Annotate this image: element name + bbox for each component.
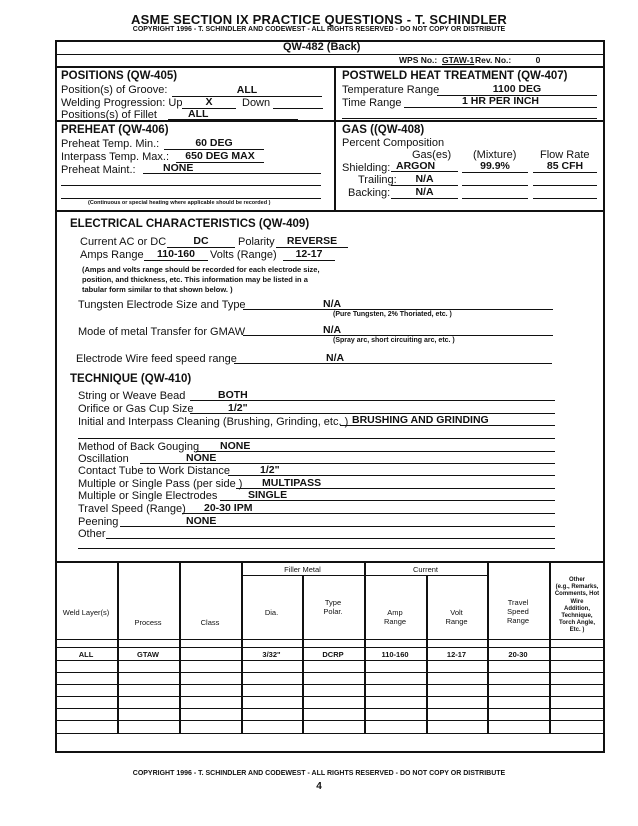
wps-label: WPS No.: [399, 55, 438, 65]
row-line [55, 672, 605, 673]
cell-dia: 3/32" [262, 650, 281, 659]
col-travel-speed: Travel Speed Range [506, 598, 530, 625]
preheat-note: (Continuous or special heating where applicable should be recorded ) [88, 200, 271, 206]
row-line [55, 708, 605, 709]
blank-line [61, 185, 321, 186]
pwht-temp-field[interactable]: 1100 DEG [437, 83, 597, 96]
volts-label: Volts (Range) [210, 249, 277, 261]
preheat-maint-label: Preheat Maint.: [61, 164, 136, 176]
blank-line [533, 185, 597, 186]
other-field[interactable] [106, 527, 555, 539]
shielding-mix-field[interactable]: 99.9% [462, 160, 528, 173]
col-volt-range: Volt Range [445, 608, 468, 626]
col-type-polar: Type Polar. [323, 598, 343, 616]
blank-line [342, 118, 597, 119]
orifice-field[interactable]: 1/2" [190, 402, 555, 414]
preheat-min-field[interactable]: 60 DEG [164, 137, 264, 150]
cell-travel-speed: 20-30 [508, 650, 528, 659]
current-group-header: Current [412, 565, 438, 574]
rev-label: Rev. No.: [475, 55, 512, 65]
current-field[interactable]: DC [167, 235, 235, 248]
polarity-field[interactable]: REVERSE [276, 235, 348, 248]
tungsten-note: (Pure Tungsten, 2% Thoriated, etc. ) [333, 311, 452, 318]
polarity-label: Polarity [238, 236, 275, 248]
pwht-time-field[interactable]: 1 HR PER INCH [404, 95, 597, 108]
stringer-field[interactable]: BOTH [190, 389, 555, 401]
travel-label: Travel Speed (Range) [78, 503, 186, 515]
cell-type-polar: DCRP [322, 650, 344, 659]
gas-composition-label: Percent Composition [342, 137, 445, 149]
current-label: Current AC or DC [80, 236, 167, 248]
preheat-min-label: Preheat Temp. Min.: [61, 138, 160, 150]
col-weld-layer: Weld Layer(s) [62, 608, 110, 617]
blank-line [462, 185, 528, 186]
groove-field[interactable]: ALL [172, 84, 322, 97]
stringer-label: String or Weave Bead [78, 390, 186, 402]
col-class: Class [200, 618, 220, 627]
cell-process: GTAW [137, 650, 159, 659]
electrodes-field[interactable]: SINGLE [220, 489, 555, 501]
row-line [55, 733, 605, 734]
trailing-gas-field[interactable]: N/A [391, 173, 458, 186]
interpass-label: Interpass Temp. Max.: [61, 151, 170, 163]
peening-label: Peening [78, 516, 119, 528]
header-divider [55, 639, 605, 640]
col-dia: Dia. [264, 608, 279, 617]
cell-amp-range: 110-160 [381, 650, 409, 659]
electrodes-label: Multiple or Single Electrodes [78, 490, 218, 502]
row-line [55, 684, 605, 685]
electrical-heading: ELECTRICAL CHARACTERISTICS (QW-409) [70, 218, 310, 230]
tungsten-field[interactable]: N/A [243, 298, 553, 310]
transfer-label: Mode of metal Transfer for GMAW [78, 326, 246, 338]
pass-label: Multiple or Single Pass (per side ) [78, 478, 243, 490]
interpass-field[interactable]: 650 DEG MAX [176, 150, 264, 163]
row-line [55, 660, 605, 661]
peening-field[interactable]: NONE [120, 515, 555, 527]
orifice-label: Orifice or Gas Cup Size [78, 403, 194, 415]
cleaning-label: Initial and Interpass Cleaning (Brushing, Grinding, etc. ) [78, 416, 349, 428]
wirefeed-field[interactable]: N/A [234, 352, 552, 364]
divider [55, 66, 605, 68]
filler-metal-group-header: Filler Metal [284, 565, 321, 574]
shielding-flow-field[interactable]: 85 CFH [533, 160, 597, 173]
travel-field[interactable]: 20-30 IPM [182, 502, 555, 514]
pwht-heading: POSTWELD HEAT TREATMENT (QW-407) [342, 70, 568, 82]
oscillation-label: Oscillation [78, 453, 129, 465]
contact-label: Contact Tube to Work Distance [78, 465, 231, 477]
contact-field[interactable]: 1/2" [228, 464, 555, 476]
oscillation-field[interactable]: NONE [140, 452, 555, 464]
transfer-field[interactable]: N/A [243, 324, 553, 336]
document-title: ASME SECTION IX PRACTICE QUESTIONS - T. SCHINDLER [131, 12, 507, 27]
positions-heading: POSITIONS (QW-405) [61, 70, 178, 82]
gas-col-mixture: (Mixture) [473, 149, 517, 161]
progression-up-field[interactable]: X [182, 96, 236, 109]
pwht-time-label: Time Range [342, 97, 402, 109]
cell-weld-layer: ALL [78, 650, 94, 659]
pwht-temp-label: Temperature Range [342, 84, 440, 96]
electrical-note-2: position, and thickness, etc. This information may be listed in a [82, 275, 308, 284]
transfer-note: (Spray arc, short circuiting arc, etc. ) [333, 337, 455, 344]
blank-line [61, 198, 321, 199]
table-top-border [55, 561, 605, 563]
shielding-gas-field[interactable]: ARGON [391, 160, 458, 172]
groove-label: Position(s) of Groove: [61, 84, 168, 96]
cleaning-field[interactable]: BRUSHING AND GRINDING [340, 414, 555, 426]
form-title: QW-482 (Back) [283, 41, 361, 53]
gouging-label: Method of Back Gouging [78, 441, 200, 453]
header-divider [55, 647, 605, 648]
gas-col-flow: Flow Rate [540, 149, 590, 161]
page-number: 4 [316, 781, 322, 792]
technique-heading: TECHNIQUE (QW-410) [70, 373, 192, 385]
row-line [55, 720, 605, 721]
shielding-label: Shielding: [342, 162, 391, 174]
wps-value: GTAW-1 [442, 55, 475, 65]
cell-volt-range: 12-17 [446, 650, 467, 659]
divider [55, 210, 605, 212]
electrical-note-1: (Amps and volts range should be recorded for each electrode size, [82, 265, 320, 274]
col-other: Other (e.g., Remarks, Comments, Hot Wire Addition, Technique, Torch Angle, Etc. ) [554, 577, 600, 634]
gas-heading: GAS ((QW-408) [342, 124, 425, 136]
fillet-label: Positions(s) of Fillet [61, 109, 157, 121]
header-copyright: COPYRIGHT 1996 - T. SCHINDLER AND CODEWEST - ALL RIGHTS RESERVED - DO NOT COPY OR DISTRIBUTE [132, 26, 506, 33]
blank-line [78, 548, 555, 549]
blank-line [78, 438, 555, 439]
pass-field[interactable]: MULTIPASS [236, 477, 555, 489]
blank-line [533, 198, 597, 199]
electrical-note-3: tabular form similar to that shown below. ) [82, 285, 233, 294]
wirefeed-label: Electrode Wire feed speed range [76, 353, 237, 365]
backing-label: Backing: [348, 187, 391, 199]
group-divider [241, 575, 488, 576]
col-amp-range: Amp Range [383, 608, 407, 626]
tungsten-label: Tungsten Electrode Size and Type [78, 299, 246, 311]
amps-field[interactable]: 110-160 [144, 248, 208, 261]
column-divider [334, 66, 336, 210]
blank-line [462, 198, 528, 199]
down-label: Down [242, 97, 271, 109]
amps-label: Amps Range [80, 249, 144, 261]
preheat-heading: PREHEAT (QW-406) [61, 124, 169, 136]
progression-label: Welding Progression: Up [61, 97, 183, 109]
rev-value[interactable]: 0 [518, 54, 558, 67]
gas-col-gases: Gas(es) [412, 149, 452, 161]
footer-copyright: COPYRIGHT 1996 - T. SCHINDLER AND CODEWEST - ALL RIGHTS RESERVED - DO NOT COPY OR DISTRIBUTE [132, 770, 506, 777]
row-line [55, 696, 605, 697]
fillet-field[interactable]: ALL [168, 108, 298, 120]
col-process: Process [134, 618, 162, 627]
gouging-field[interactable]: NONE [196, 440, 555, 452]
other-label: Other [78, 528, 106, 540]
preheat-maint-field[interactable]: NONE [143, 162, 321, 174]
trailing-label: Trailing: [358, 174, 397, 186]
volts-field[interactable]: 12-17 [283, 248, 335, 261]
backing-gas-field[interactable]: N/A [391, 186, 458, 199]
